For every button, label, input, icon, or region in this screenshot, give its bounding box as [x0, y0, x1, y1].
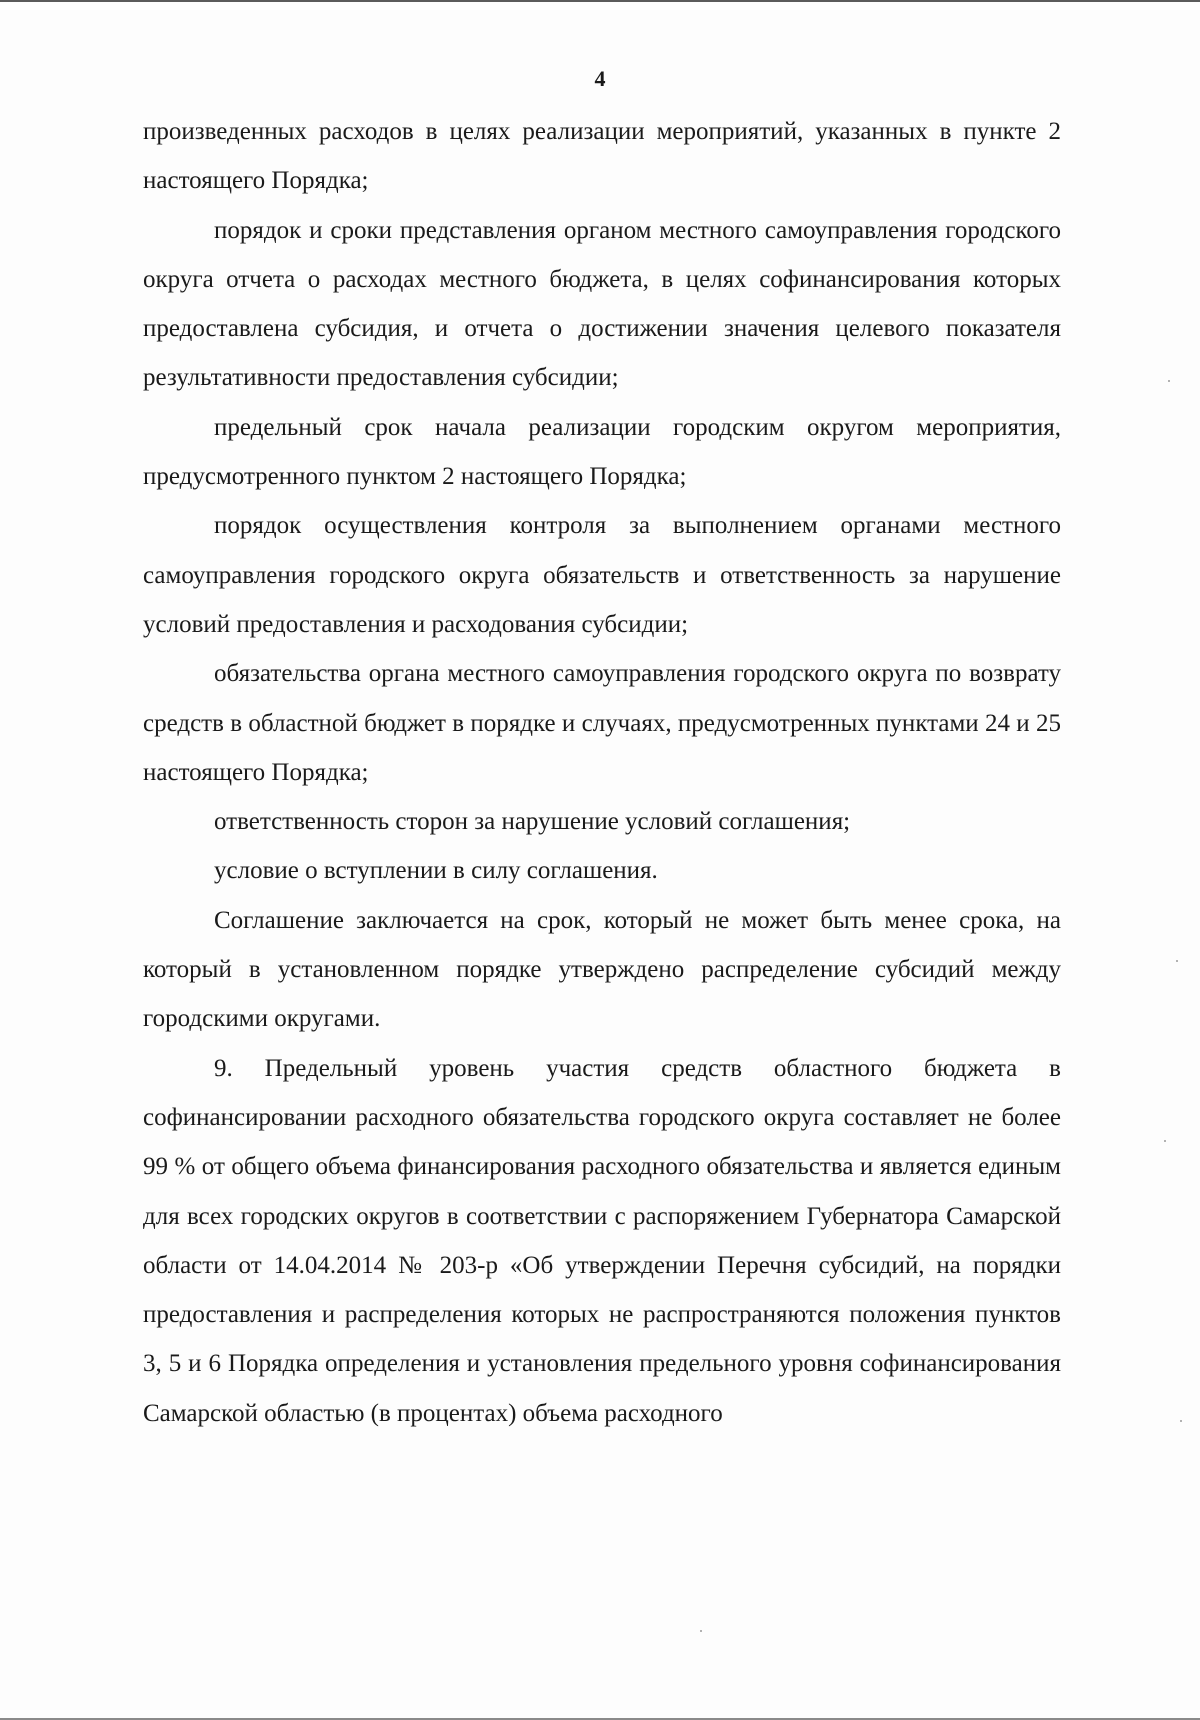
scan-speck — [1168, 380, 1170, 382]
paragraph-responsibility: ответственность сторон за нарушение условий соглашения; — [214, 808, 851, 836]
paragraph-refund-obligations: обязательства органа местного самоуправления городского округа по возврату средств в областной бюджет в порядке и случаях, предусмотренных пунктами 24 и 25 настоящего Порядка; — [143, 660, 1061, 786]
scan-top-edge — [0, 0, 1200, 2]
scan-speck — [1164, 1140, 1166, 1142]
paragraph-control: порядок осуществления контроля за выполнением органами местного самоуправления городского округа обязательств и ответственность за нарушение условий предоставления и расходования субсидии; — [143, 512, 1061, 638]
scan-speck — [700, 1630, 702, 1632]
scan-speck — [1180, 1420, 1182, 1422]
page-number: 4 — [594, 66, 606, 91]
paragraph-deadline: предельный срок начала реализации городским округом мероприятия, предусмотренного пунктом 2 настоящего Порядка; — [143, 413, 1061, 491]
paragraph-agreement-term: Соглашение заключается на срок, который не может быть менее срока, на который в установленном порядке утверждено распределение субсидий между городскими округами. — [143, 906, 1061, 1033]
scan-speck — [1176, 960, 1178, 962]
document-body — [143, 107, 1061, 1438]
paragraph-continuation: произведенных расходов в целях реализации мероприятий, указанных в пункте 2 настоящего Порядка; — [143, 118, 1061, 195]
paragraph-entry-into-force: условие о вступлении в силу соглашения. — [214, 857, 658, 885]
paragraph-report-procedure: порядок и сроки представления органом местного самоуправления городского округа отчета о расходах местного бюджета, в целях софинансирования которых предоставлена субсидия, и отчета о достижении значения целевого показателя результативности предоставления субсидии; — [143, 216, 1061, 392]
paragraph-item-9: 9. Предельный уровень участия средств областного бюджета в софинансировании расходного обязательства городского округа составляет не более 99 % от общего объема финансирования расходного обязательства и является единым для всех городских округов в соответствии с распоряжением Губернатора Самарской области от 14.04.2014 № 203-р «Об утверждении Перечня субсидий, на порядки предоставления и распределения которых не распространяются положения пунктов 3, 5 и 6 Порядка определения и установления предельного уровня софинансирования Самарской областью (в процентах) объема расходного — [143, 1054, 1061, 1427]
